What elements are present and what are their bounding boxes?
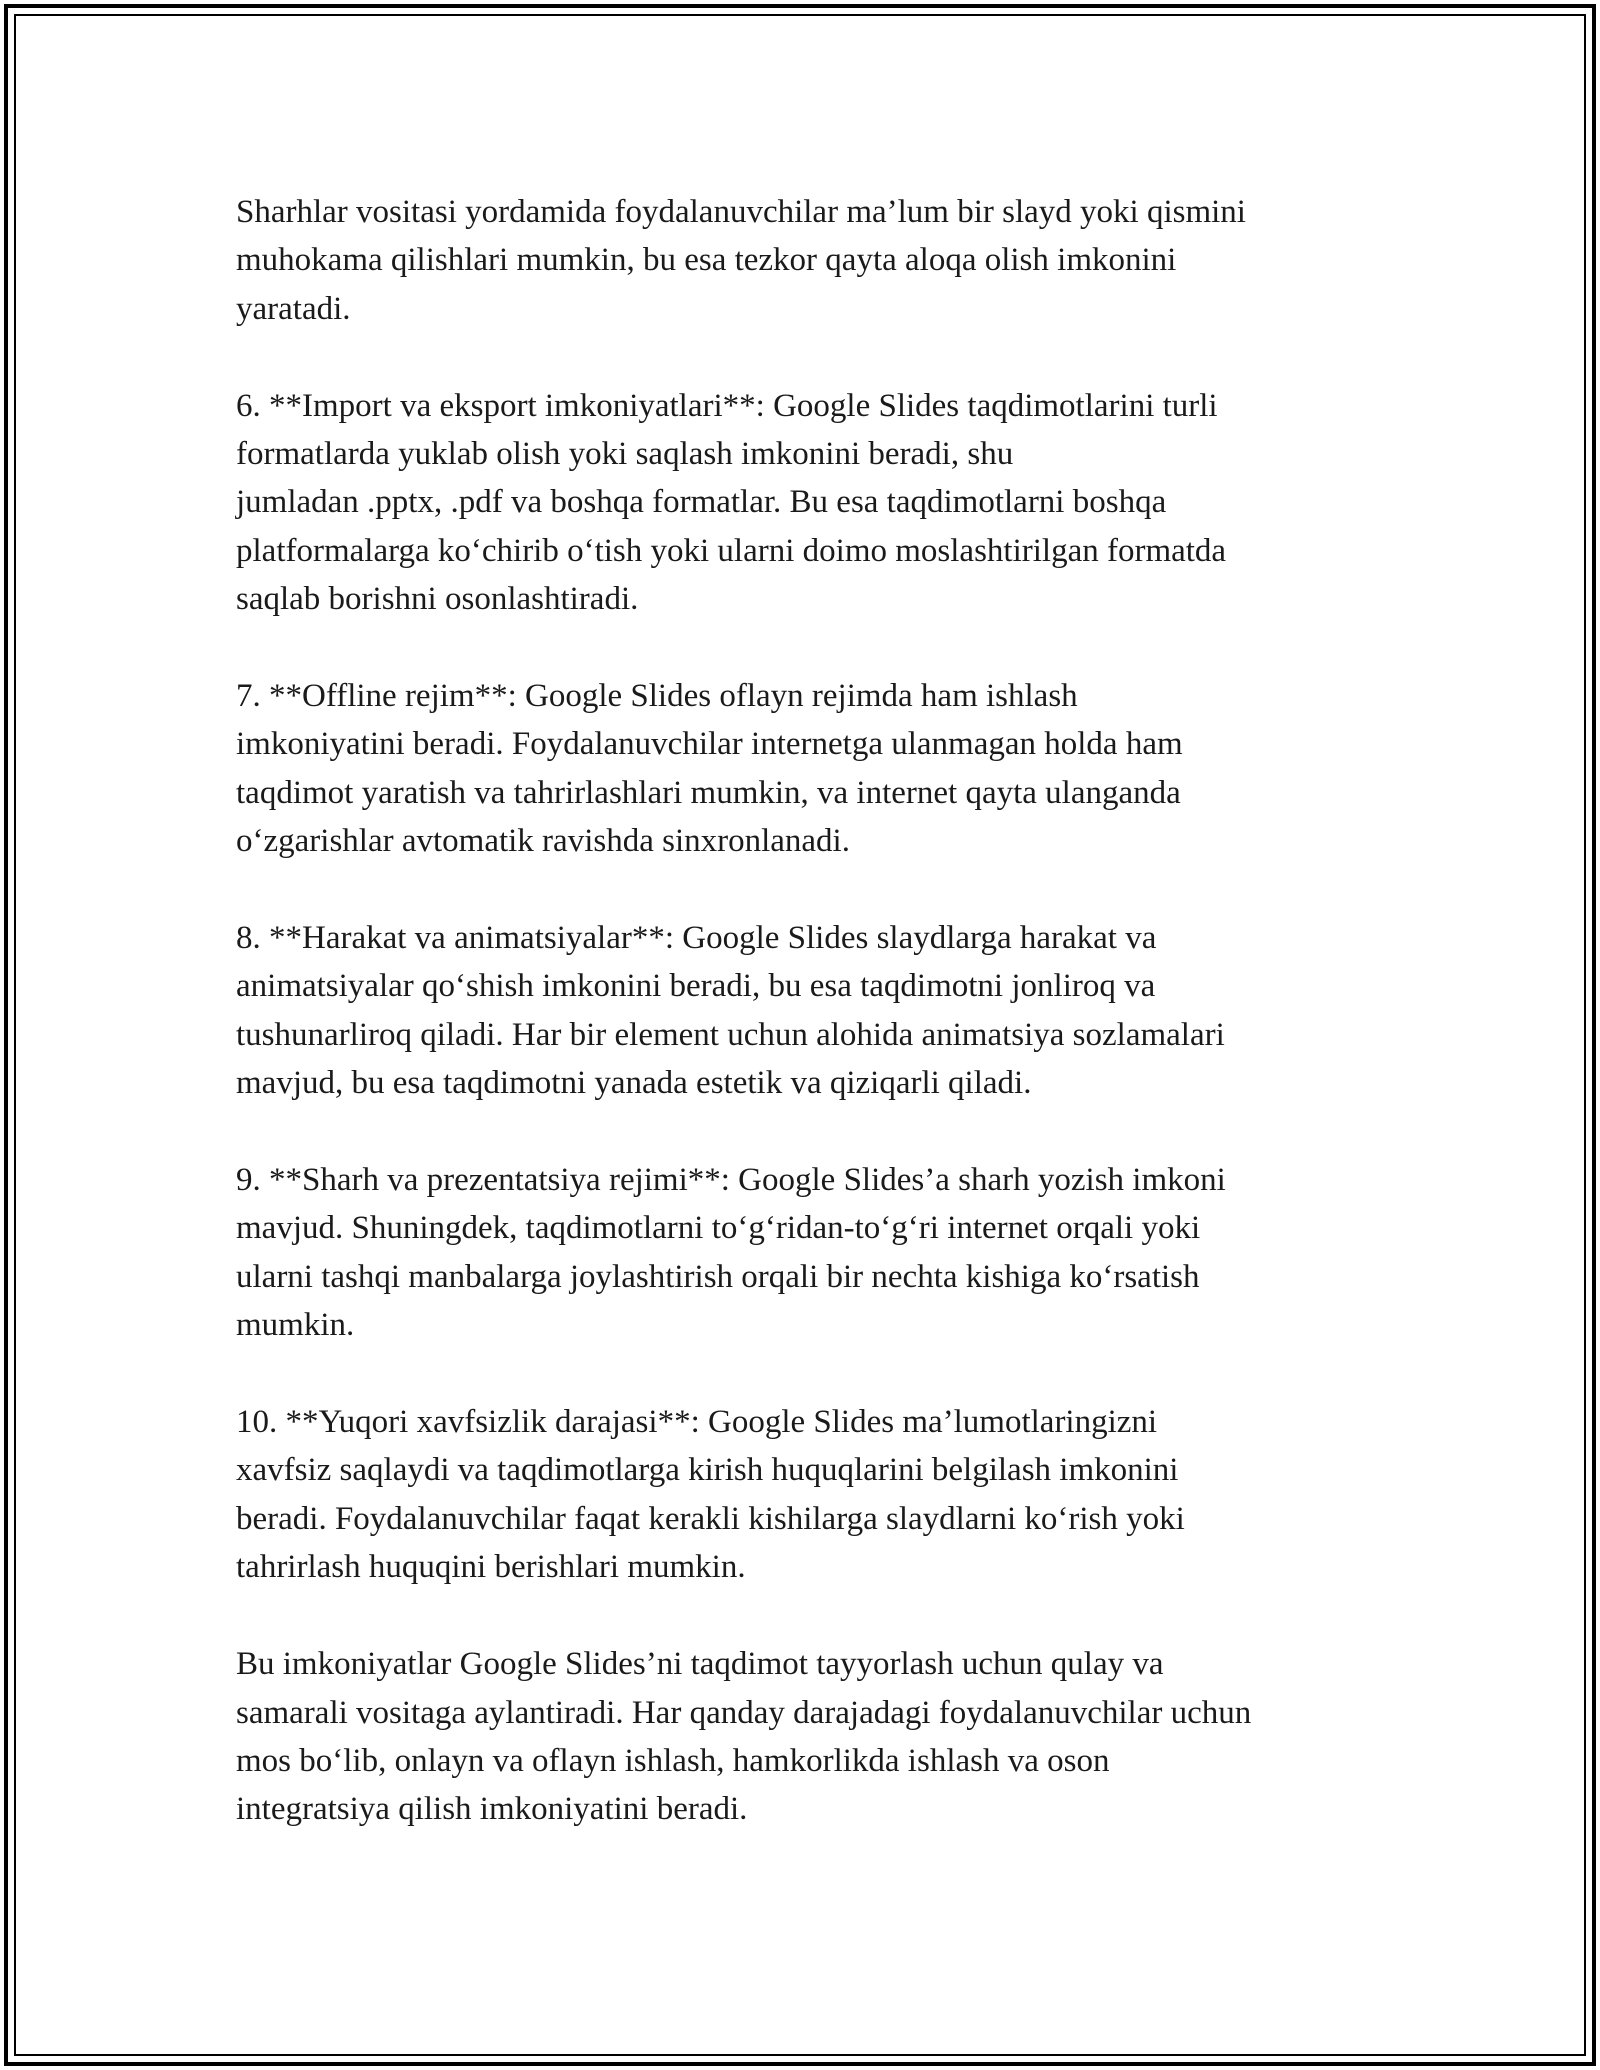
paragraph-conclusion: Bu imkoniyatlar Google Slides’ni taqdimot tayyorlash uchun qulay va samarali vositaga aylantiradi. Har qanday darajadagi foydalanuvchilar uchun mos bo‘lib, onlayn va oflayn ishlash, hamkorlikda ishlash va oson integratsiya qilish imkoniyatini beradi.: [236, 1646, 1252, 1828]
paragraph-comments-intro: Sharhlar vositasi yordamida foydalanuvchilar ma’lum bir slayd yoki qismini muhokama qilishlari mumkin, bu esa tezkor qayta aloqa olish imkonini yaratadi.: [236, 194, 1246, 327]
paragraph-presentation-mode: 9. **Sharh va prezentatsiya rejimi**: Google Slides’a sharh yozish imkoni mavjud. Shuningdek, taqdimotlarni to‘g‘ridan-to‘g‘ri internet orqali yoki ularni tashqi manbalarga joylashtirish orqali bir nechta kishiga ko‘rsatish mumkin.: [236, 1162, 1226, 1344]
paragraph-animations: 8. **Harakat va animatsiyalar**: Google Slides slaydlarga harakat va animatsiyalar qo‘shish imkonini beradi, bu esa taqdimotni jonliroq va tushunarliroq qiladi. Har bir element uchun alohida animatsiya sozlamalari mavjud, bu esa taqdimotni yanada estetik va qiziqarli qiladi.: [236, 920, 1225, 1102]
paragraph-import-export: 6. **Import va eksport imkoniyatlari**: Google Slides taqdimotlarini turli formatlarda yuklab olish yoki saqlash imkonini beradi, shu jumladan .pptx, .pdf va boshqa formatlar. Bu esa taqdimotlarni boshqa platformalarga ko‘chirib o‘tish yoki ularni doimo moslashtirilgan formatda saqlab borishni osonlashtiradi.: [236, 387, 1227, 618]
paragraph-security: 10. **Yuqori xavfsizlik darajasi**: Google Slides ma’lumotlaringizni xavfsiz saqlaydi va taqdimotlarga kirish huquqlarini belgilash imkonini beradi. Foydalanuvchilar faqat kerakli kishilarga slaydlarni ko‘rish yoki tahrirlash huquqini berishlari mumkin.: [236, 1404, 1185, 1586]
document-body: [236, 188, 1396, 1882]
paragraph-offline-mode: 7. **Offline rejim**: Google Slides oflayn rejimda ham ishlash imkoniyatini beradi. Foydalanuvchilar internetga ulanmagan holda ham taqdimot yaratish va tahrirlashlari mumkin, va internet qayta ulanganda o‘zgarishlar avtomatik ravishda sinxronlanadi.: [236, 678, 1183, 860]
